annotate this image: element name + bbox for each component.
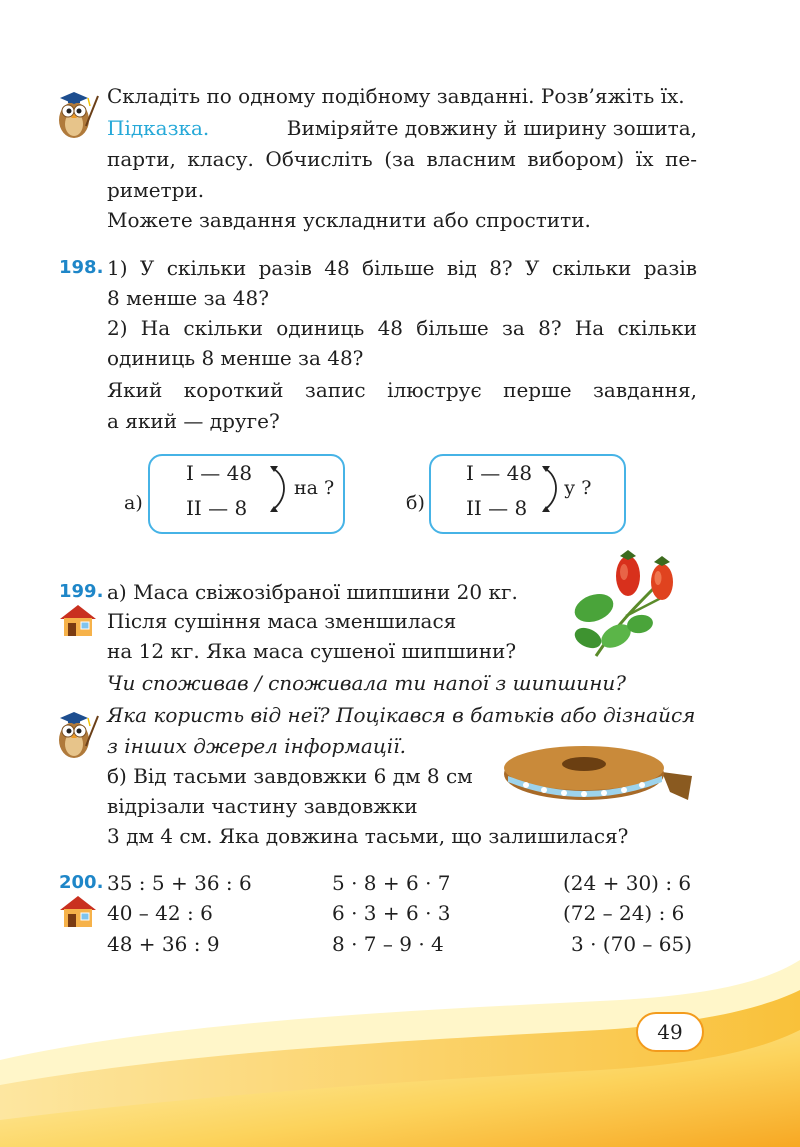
task-199-line-4: Чи споживав / споживала ти напої з шипшини?	[107, 671, 626, 695]
task-198-line-1: 1) У скільки разів 48 більше від 8? У скільки разів	[107, 256, 697, 280]
expression: 40 – 42 : 6	[107, 901, 213, 925]
hint-text: Виміряйте довжину й ширину зошита,	[286, 116, 697, 140]
task-198-line-6: а який — друге?	[107, 409, 280, 433]
task-198-line-3: 2) На скільки одиниць 48 більше за 8? На скільки	[107, 316, 697, 340]
intro-line-4: риметри.	[107, 178, 205, 202]
task-199-line-6: з інших джерел інформації.	[107, 734, 406, 758]
task-199-line-5: Яка користь від неї? Поцікався в батьків або дізнайся	[107, 703, 696, 727]
task-198-line-2: 8 менше за 48?	[107, 286, 269, 310]
task-198-number: 198.	[59, 257, 104, 278]
task-199-line-3: на 12 кг. Яка маса сушеної шипшини?	[107, 639, 517, 663]
task-198-line-4: одиниць 8 менше за 48?	[107, 346, 364, 370]
task-199-number: 199.	[59, 581, 104, 602]
home-task-icon	[58, 894, 98, 928]
task-199-line-9: 3 дм 4 см. Яка довжина тасьми, що залишилася?	[107, 824, 629, 848]
curved-arrow-icon	[268, 462, 292, 516]
expression: (24 + 30) : 6	[563, 871, 692, 895]
box-a-note: на ?	[294, 477, 335, 499]
task-199-line-1: а) Маса свіжозібраної шипшини 20 кг.	[107, 580, 518, 604]
owl-teacher-icon	[52, 706, 100, 762]
box-a-row-1: I — 48	[186, 461, 253, 485]
rosehip-branch-image	[566, 546, 690, 658]
expression: 3 · (70 – 65)	[571, 932, 693, 956]
task-198-line-5: Який короткий запис ілюструє перше завдання,	[107, 378, 697, 402]
task-199-line-7: б) Від тасьми завдовжки 6 дм 8 см	[107, 764, 473, 788]
page-number: 49	[636, 1012, 704, 1052]
task-199-line-2: Після сушіння маса зменшилася	[107, 609, 457, 633]
box-b-row-2: II — 8	[466, 496, 528, 520]
intro-line-3: парти, класу. Обчисліть (за власним вибором) їх пе-	[107, 147, 697, 171]
task-200-number: 200.	[59, 872, 104, 893]
curved-arrow-icon	[540, 462, 564, 516]
box-b-label: б)	[406, 492, 425, 514]
box-b-note: у ?	[564, 477, 592, 499]
box-b-row-1: I — 48	[466, 461, 533, 485]
intro-line-1: Складіть по одному подібному завданні. Розв’яжіть їх.	[107, 84, 685, 108]
expression: 5 · 8 + 6 · 7	[332, 871, 451, 895]
expression: (72 – 24) : 6	[563, 901, 685, 925]
box-a-row-2: II — 8	[186, 496, 248, 520]
owl-teacher-icon	[52, 86, 100, 142]
task-199-line-8: відрізали частину завдовжки	[107, 794, 418, 818]
ribbon-roll-image	[502, 742, 694, 804]
expression: 48 + 36 : 9	[107, 932, 220, 956]
expression: 6 · 3 + 6 · 3	[332, 901, 451, 925]
expression: 8 · 7 – 9 · 4	[332, 932, 444, 956]
intro-hint-line	[107, 113, 697, 143]
box-a-label: а)	[124, 492, 143, 514]
expression: 35 : 5 + 36 : 6	[107, 871, 252, 895]
home-task-icon	[58, 603, 98, 637]
intro-line-5: Можете завдання ускладнити або спростити.	[107, 208, 591, 232]
hint-label: Підказка.	[107, 116, 210, 140]
